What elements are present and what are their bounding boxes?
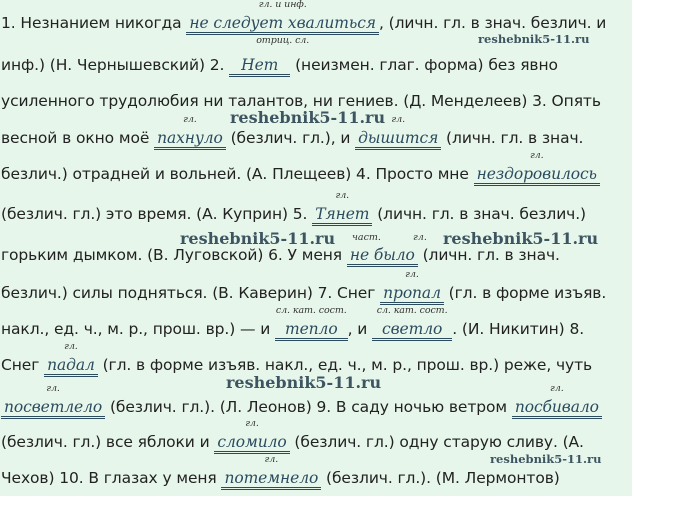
text: Чехов) 10. В глазах у меня (1, 469, 222, 487)
underlined-predicate: гл. посветлело (1, 398, 105, 419)
underlined-predicate: гл. посбивало (512, 398, 602, 419)
text: инф.) (Н. Чернышевский) 2. (1, 56, 230, 74)
text-line-8 (1, 269, 607, 305)
underlined-predicate: гл. нездоровилось (474, 165, 600, 186)
underlined-predicate: не было (347, 246, 418, 267)
annotation: гл. (529, 150, 544, 161)
annotation: гл. (183, 114, 197, 125)
text-line-7 (1, 246, 560, 267)
text: , (личн. гл. в знач. безлич. и (378, 14, 607, 32)
annotation: сл. кат. сост. (275, 305, 347, 316)
underlined-predicate: гл. потемнело (221, 469, 321, 490)
text: (безлич. гл.) одну старую сливу. (А. (289, 433, 584, 451)
annotation: гл. (335, 190, 350, 201)
text-line-9 (1, 305, 585, 341)
annotation: гл. (46, 383, 60, 394)
annotation: гл. (245, 418, 259, 429)
underlined-predicate: гл. сломило (214, 433, 289, 454)
watermark: reshebnik5-11.ru (230, 108, 386, 127)
text: (безлич. гл.). (М. Лермонтов) (321, 469, 560, 487)
text: (безлич. гл.), и (225, 129, 356, 147)
text: (неизмен. глаг. форма) без явно (290, 56, 558, 74)
watermark: reshebnik5-11.ru (478, 32, 590, 46)
text-line-6 (1, 190, 587, 226)
underlined-predicate: гл. Тянет (312, 205, 372, 226)
text: 1. Незнанием никогда (1, 14, 187, 32)
text: горьким дымком. (В. Луговской) 6. У меня (1, 246, 347, 264)
watermark: reshebnik5-11.ru (180, 229, 336, 248)
text: (гл. в форме изъяв. (443, 284, 607, 302)
text: накл., ед. ч., м. р., прош. вр.) — и (1, 320, 275, 338)
text-line-5 (1, 150, 600, 186)
text: (безлич. гл.). (Л. Леонов) 9. В саду ночью ветром (105, 398, 512, 416)
text-line-12 (1, 418, 584, 454)
underlined-predicate: гл. и инф. не следует хвалиться отриц. сл. (186, 14, 379, 35)
watermark: reshebnik5-11.ru (226, 373, 382, 392)
text: (личн. гл. в знач. безлич.) (372, 205, 587, 223)
text: (безлич. гл.) это время. (А. Куприн) 5. (1, 205, 313, 223)
annotation: част. (352, 232, 381, 243)
annotation: отриц. сл. (256, 35, 310, 46)
underlined-predicate: сл. кат. сост. светло (372, 320, 452, 341)
watermark: reshebnik5-11.ru (443, 229, 599, 248)
text: усиленного трудолюбия ни талантов, ни гениев. (Д. Менделеев) 3. Опять (1, 92, 601, 110)
text: безлич.) отрадней и вольней. (А. Плещеев) 4. Просто мне (1, 165, 474, 183)
text: весной в окно моё (1, 129, 155, 147)
annotation: гл. (550, 383, 564, 394)
annotation: гл. (64, 341, 78, 352)
annotation: сл. кат. сост. (376, 305, 448, 316)
text: (гл. в форме изъяв. накл., ед. ч., м. р., прош. вр.) реже, чуть (97, 356, 593, 374)
annotation: гл. (405, 269, 419, 280)
annotation: гл. (264, 454, 279, 465)
text-line-11 (1, 383, 602, 419)
text: (личн. гл. в знач. (417, 246, 560, 264)
text: (личн. гл. в знач. (441, 129, 584, 147)
underlined-predicate: Нет (229, 56, 290, 77)
text: (безлич. гл.) все яблоки и (1, 433, 215, 451)
annotation: гл. (391, 114, 405, 125)
annotation: гл. и инф. (258, 0, 307, 10)
underlined-predicate: гл. падал (44, 356, 98, 377)
underlined-predicate: гл. пропал (380, 284, 444, 305)
text: , и (347, 320, 373, 338)
text-line-2 (1, 56, 558, 77)
text: Снег (1, 356, 45, 374)
annotation: гл. (413, 232, 427, 243)
underlined-predicate: сл. кат. сост. тепло (275, 320, 348, 341)
text: . (И. Никитин) 8. (452, 320, 585, 338)
watermark: reshebnik5-11.ru (490, 452, 602, 466)
text: безлич.) силы подняться. (В. Каверин) 7. Снег (1, 284, 381, 302)
underlined-predicate: гл. пахнуло (154, 129, 226, 150)
underlined-predicate: гл. дышится (355, 129, 441, 150)
